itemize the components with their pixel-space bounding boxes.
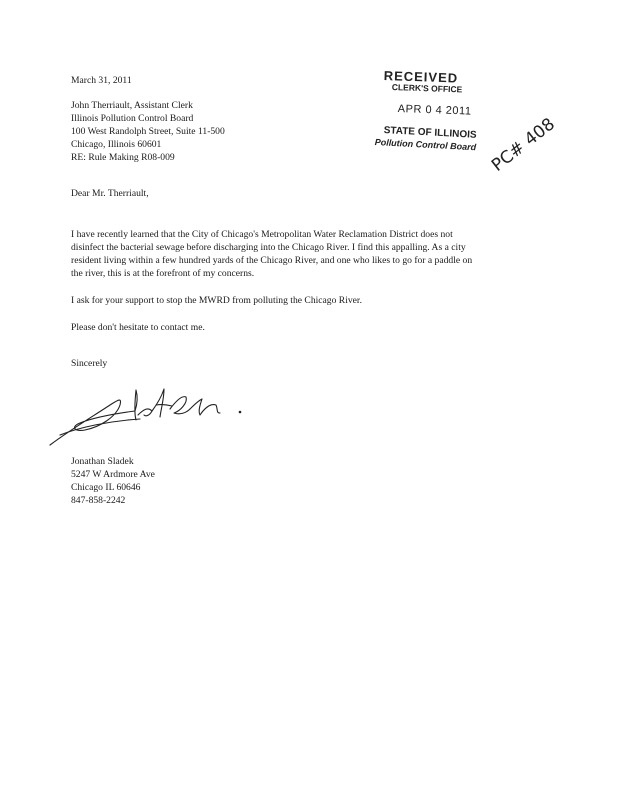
- body-paragraph-1-line: I have recently learned that the City of Chicago's Metropolitan Water Reclamation District does not: [71, 229, 453, 240]
- stamp-state: STATE OF ILLINOIS: [383, 125, 477, 141]
- sender-city: Chicago IL 60646: [71, 482, 141, 493]
- salutation: Dear Mr. Therriault,: [71, 188, 149, 199]
- stamp-office: CLERK'S OFFICE: [391, 82, 463, 95]
- recipient-city: Chicago, Illinois 60601: [71, 139, 162, 150]
- signature-image: [40, 375, 260, 455]
- body-paragraph-1-line: resident living within a few hundred yards of the Chicago River, and one who likes to go for a paddle on: [71, 255, 473, 266]
- body-paragraph-3: Please don't hesitate to contact me.: [71, 322, 205, 333]
- stamp-date: APR 0 4 2011: [397, 103, 472, 118]
- handwritten-pc-number: PC# 408: [488, 114, 559, 176]
- recipient-street: 100 West Randolph Street, Suite 11-500: [71, 126, 225, 137]
- recipient-organization: Illinois Pollution Control Board: [71, 113, 194, 124]
- body-paragraph-1-line: the river, this is at the forefront of my concerns.: [71, 268, 255, 279]
- body-paragraph-1-line: disinfect the bacterial sewage before discharging into the Chicago River. I find this appalling. As a city: [71, 242, 466, 253]
- letter-date: March 31, 2011: [71, 75, 132, 86]
- stamp-board: Pollution Control Board: [374, 137, 477, 153]
- stamp-received: RECEIVED: [383, 68, 459, 86]
- body-paragraph-2: I ask for your support to stop the MWRD from polluting the Chicago River.: [71, 295, 362, 306]
- sender-name: Jonathan Sladek: [71, 456, 134, 467]
- closing: Sincerely: [71, 358, 108, 369]
- reference-line: RE: Rule Making R08-009: [71, 152, 175, 163]
- sender-phone: 847-858-2242: [71, 495, 126, 506]
- sender-street: 5247 W Ardmore Ave: [71, 469, 155, 480]
- recipient-name: John Therriault, Assistant Clerk: [71, 100, 193, 111]
